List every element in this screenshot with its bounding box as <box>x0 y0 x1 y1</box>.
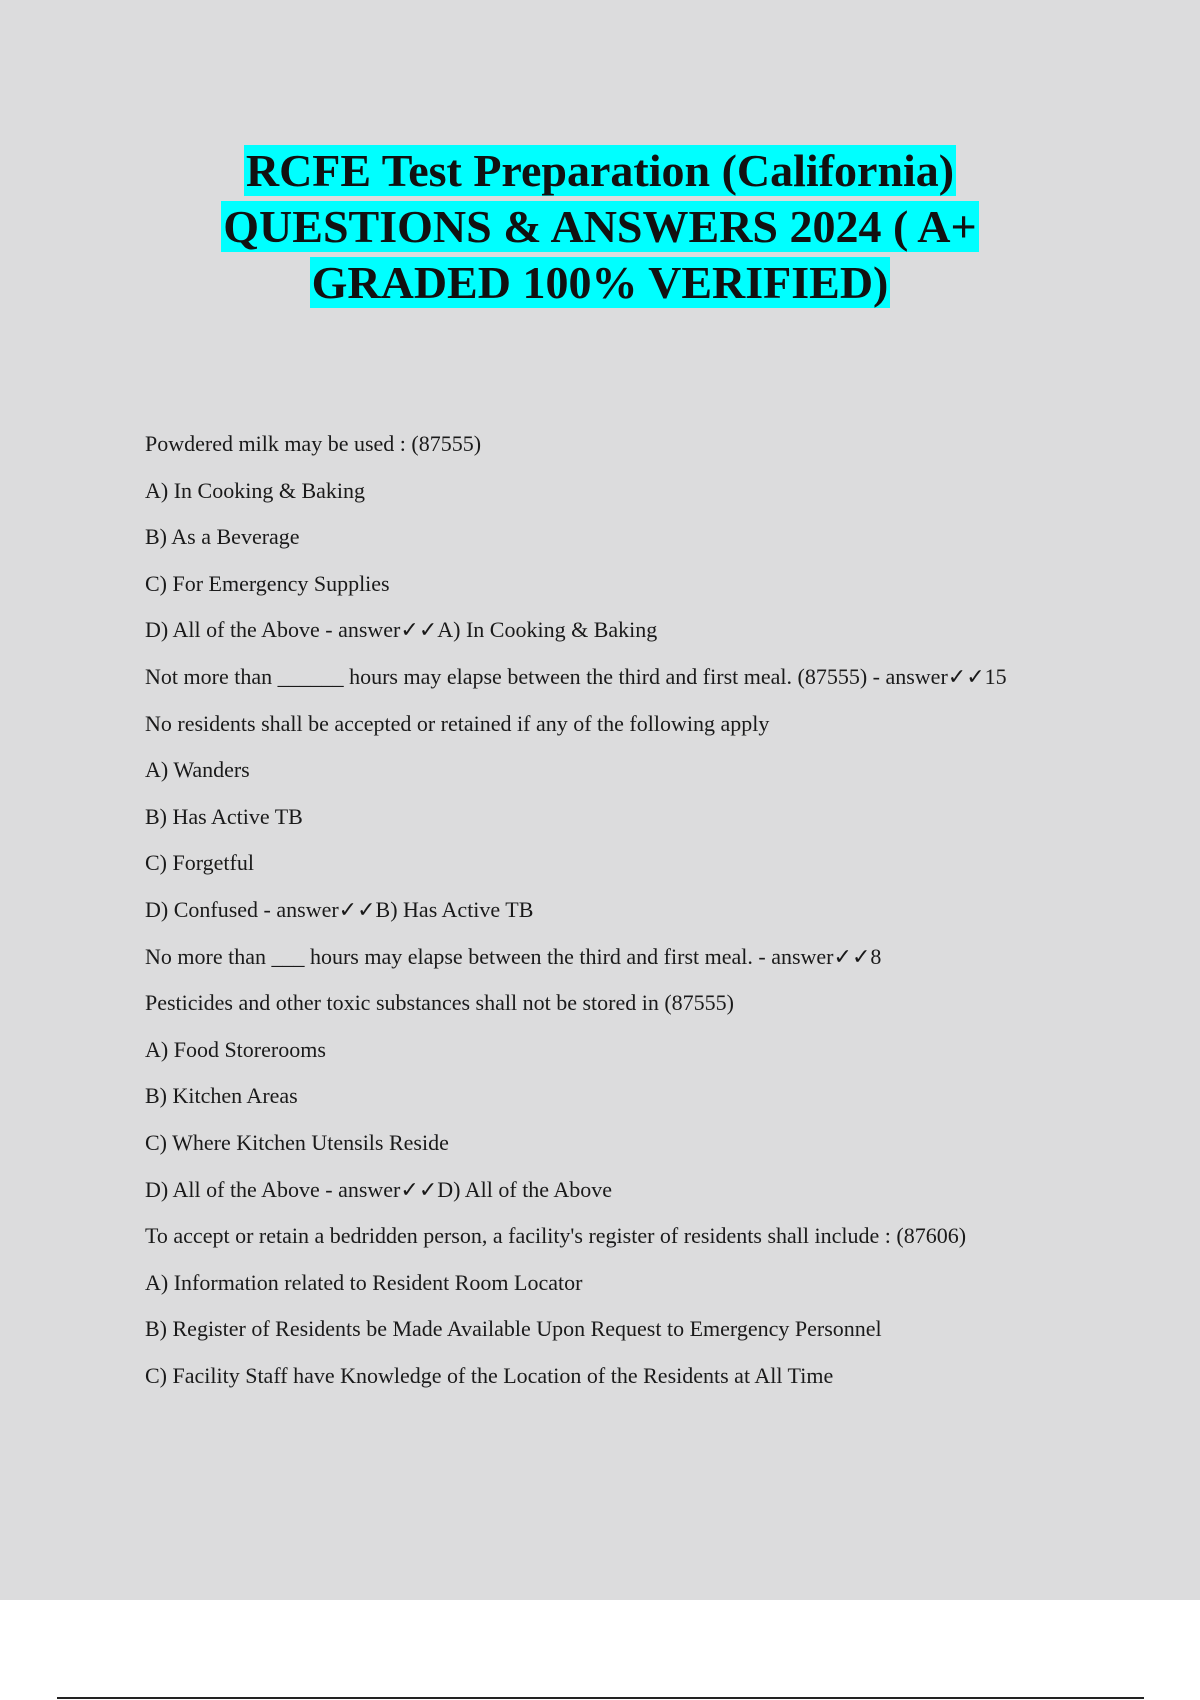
title-line-3: GRADED 100% VERIFIED) <box>311 257 889 308</box>
footer-divider <box>57 1697 1144 1699</box>
document-title <box>0 143 1200 311</box>
question-text: Powdered milk may be used : (87555) <box>145 431 482 456</box>
answer-option: B) As a Beverage <box>145 524 300 550</box>
question-with-answer: No more than ___ hours may elapse between the third and first meal. - answer✓✓8 <box>145 943 882 969</box>
question-with-answer: Not more than ______ hours may elapse between the third and first meal. (87555) - answer✓✓15 <box>145 663 1007 689</box>
answer-option-with-answer: D) All of the Above - answer✓✓A) In Cooking & Baking <box>145 617 658 643</box>
answer-option: B) Kitchen Areas <box>145 1083 298 1109</box>
question-text: No residents shall be accepted or retained if any of the following apply <box>145 710 770 736</box>
answer-option: B) Has Active TB <box>145 803 303 829</box>
answer-option: B) Register of Residents be Made Available Upon Request to Emergency Personnel <box>145 1316 882 1342</box>
answer-option: C) For Emergency Supplies <box>145 570 390 596</box>
answer-option-with-answer: D) Confused - answer✓✓B) Has Active TB <box>145 896 534 922</box>
title-line-1: RCFE Test Preparation (California) <box>245 145 955 196</box>
document-body <box>145 428 1065 1406</box>
answer-option-with-answer: D) All of the Above - answer✓✓D) All of the Above <box>145 1176 613 1202</box>
answer-option: A) Food Storerooms <box>145 1036 326 1062</box>
answer-option: A) Wanders <box>145 757 250 783</box>
question-text: Pesticides and other toxic substances shall not be stored in (87555) <box>145 990 734 1016</box>
answer-option: C) Forgetful <box>145 850 254 876</box>
answer-option: A) Information related to Resident Room Locator <box>145 1269 583 1295</box>
question-text: To accept or retain a bedridden person, a facility's register of residents shall include : (87606) <box>145 1223 967 1249</box>
title-line-2: QUESTIONS & ANSWERS 2024 ( A+ <box>223 201 977 252</box>
answer-option: A) In Cooking & Baking <box>145 477 365 503</box>
answer-option: C) Where Kitchen Utensils Reside <box>145 1129 449 1155</box>
answer-option: C) Facility Staff have Knowledge of the Location of the Residents at All Time <box>145 1362 834 1388</box>
